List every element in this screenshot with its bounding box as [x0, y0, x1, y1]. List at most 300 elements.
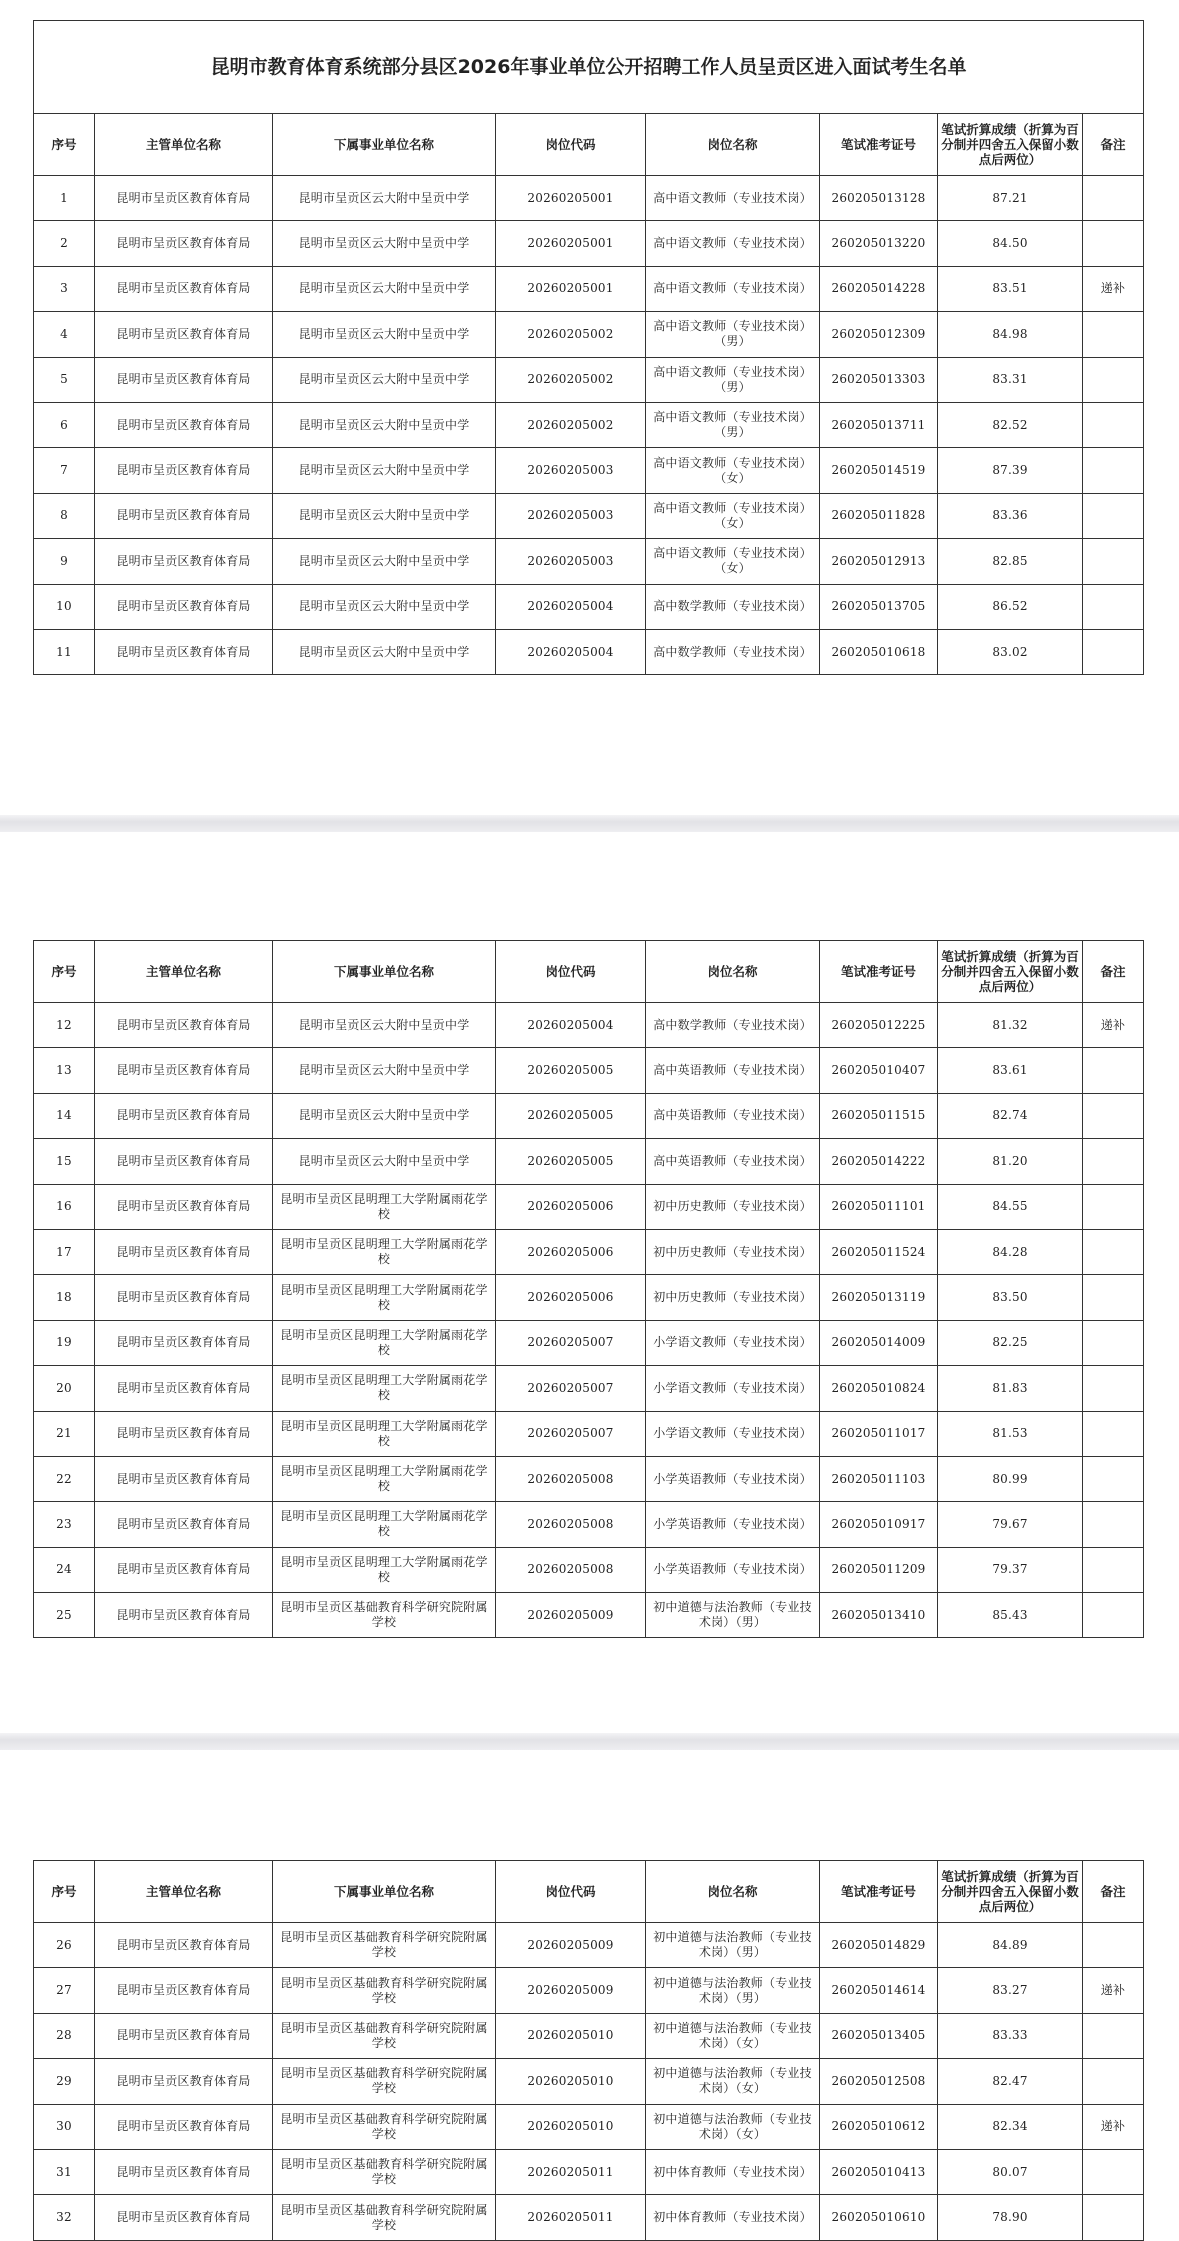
cell-position-name: 初中历史教师（专业技术岗） — [646, 1184, 820, 1229]
cell-remark — [1083, 1139, 1144, 1184]
cell-position-name: 高中数学教师（专业技术岗） — [646, 629, 820, 674]
cell-exam-ticket-number: 260205013128 — [820, 176, 938, 221]
cell-position-name: 高中语文教师（专业技术岗） — [646, 266, 820, 311]
header-position-code: 岗位代码 — [496, 114, 646, 176]
cell-subordinate-unit: 昆明市呈贡区基础教育科学研究院附属学校 — [273, 2195, 496, 2240]
cell-exam-ticket-number: 260205012309 — [820, 312, 938, 357]
cell-exam-score: 83.36 — [938, 493, 1083, 538]
table-row — [34, 1502, 1144, 1547]
cell-position-code: 20260205010 — [496, 2059, 646, 2104]
cell-exam-score: 82.34 — [938, 2104, 1083, 2149]
cell-position-code: 20260205007 — [496, 1366, 646, 1411]
cell-row-index: 2 — [34, 221, 95, 266]
cell-row-index: 20 — [34, 1366, 95, 1411]
cell-position-code: 20260205008 — [496, 1502, 646, 1547]
cell-supervisor-unit: 昆明市呈贡区教育体育局 — [95, 2149, 273, 2194]
cell-supervisor-unit: 昆明市呈贡区教育体育局 — [95, 1923, 273, 1968]
cell-exam-ticket-number: 260205011515 — [820, 1093, 938, 1138]
cell-row-index: 6 — [34, 402, 95, 447]
cell-subordinate-unit: 昆明市呈贡区基础教育科学研究院附属学校 — [273, 2149, 496, 2194]
cell-supervisor-unit: 昆明市呈贡区教育体育局 — [95, 1003, 273, 1048]
cell-remark — [1083, 176, 1144, 221]
cell-remark — [1083, 1456, 1144, 1501]
table-row — [34, 266, 1144, 311]
cell-exam-ticket-number: 260205010824 — [820, 1366, 938, 1411]
cell-exam-score: 83.33 — [938, 2013, 1083, 2058]
cell-position-name: 初中道德与法治教师（专业技术岗）（男） — [646, 1593, 820, 1638]
cell-position-code: 20260205001 — [496, 176, 646, 221]
table-row — [34, 1139, 1144, 1184]
cell-exam-score: 81.32 — [938, 1003, 1083, 1048]
cell-exam-score: 84.28 — [938, 1229, 1083, 1274]
header-position-code: 岗位代码 — [496, 1861, 646, 1923]
cell-supervisor-unit: 昆明市呈贡区教育体育局 — [95, 1411, 273, 1456]
cell-position-code: 20260205006 — [496, 1275, 646, 1320]
cell-exam-score: 79.37 — [938, 1547, 1083, 1592]
cell-exam-score: 84.55 — [938, 1184, 1083, 1229]
cell-position-code: 20260205003 — [496, 493, 646, 538]
cell-remark — [1083, 1366, 1144, 1411]
cell-exam-ticket-number: 260205011017 — [820, 1411, 938, 1456]
header-subordinate-unit: 下属事业单位名称 — [273, 114, 496, 176]
header-exam-score: 笔试折算成绩（折算为百分制并四舍五入保留小数点后两位） — [938, 1861, 1083, 1923]
table-row — [34, 629, 1144, 674]
cell-exam-score: 83.50 — [938, 1275, 1083, 1320]
cell-subordinate-unit: 昆明市呈贡区云大附中呈贡中学 — [273, 448, 496, 493]
cell-exam-score: 84.98 — [938, 312, 1083, 357]
cell-position-code: 20260205002 — [496, 357, 646, 402]
cell-supervisor-unit: 昆明市呈贡区教育体育局 — [95, 176, 273, 221]
cell-supervisor-unit: 昆明市呈贡区教育体育局 — [95, 1366, 273, 1411]
cell-remark — [1083, 539, 1144, 584]
cell-subordinate-unit: 昆明市呈贡区基础教育科学研究院附属学校 — [273, 2104, 496, 2149]
cell-exam-ticket-number: 260205011828 — [820, 493, 938, 538]
cell-exam-ticket-number: 260205011101 — [820, 1184, 938, 1229]
cell-subordinate-unit: 昆明市呈贡区基础教育科学研究院附属学校 — [273, 1968, 496, 2013]
header-subordinate-unit: 下属事业单位名称 — [273, 1861, 496, 1923]
cell-position-code: 20260205010 — [496, 2013, 646, 2058]
cell-position-name: 高中数学教师（专业技术岗） — [646, 584, 820, 629]
cell-exam-ticket-number: 260205012913 — [820, 539, 938, 584]
cell-subordinate-unit: 昆明市呈贡区基础教育科学研究院附属学校 — [273, 1593, 496, 1638]
cell-row-index: 22 — [34, 1456, 95, 1501]
table-row — [34, 1547, 1144, 1592]
cell-subordinate-unit: 昆明市呈贡区昆明理工大学附属雨花学校 — [273, 1502, 496, 1547]
cell-subordinate-unit: 昆明市呈贡区昆明理工大学附属雨花学校 — [273, 1411, 496, 1456]
header-supervisor-unit: 主管单位名称 — [95, 1861, 273, 1923]
header-row — [34, 1861, 1144, 1923]
cell-position-name: 高中英语教师（专业技术岗） — [646, 1139, 820, 1184]
cell-row-index: 23 — [34, 1502, 95, 1547]
cell-position-name: 高中语文教师（专业技术岗）（女） — [646, 448, 820, 493]
cell-subordinate-unit: 昆明市呈贡区云大附中呈贡中学 — [273, 1003, 496, 1048]
cell-supervisor-unit: 昆明市呈贡区教育体育局 — [95, 1139, 273, 1184]
cell-position-name: 初中道德与法治教师（专业技术岗）（男） — [646, 1923, 820, 1968]
header-row — [34, 941, 1144, 1003]
cell-exam-ticket-number: 260205013711 — [820, 402, 938, 447]
cell-position-name: 高中语文教师（专业技术岗）（女） — [646, 493, 820, 538]
header-exam-score: 笔试折算成绩（折算为百分制并四舍五入保留小数点后两位） — [938, 114, 1083, 176]
document-title: 昆明市教育体育系统部分县区2026年事业单位公开招聘工作人员呈贡区进入面试考生名单 — [34, 21, 1144, 114]
cell-row-index: 29 — [34, 2059, 95, 2104]
cell-supervisor-unit: 昆明市呈贡区教育体育局 — [95, 584, 273, 629]
table-row — [34, 2195, 1144, 2240]
cell-supervisor-unit: 昆明市呈贡区教育体育局 — [95, 1547, 273, 1592]
cell-supervisor-unit: 昆明市呈贡区教育体育局 — [95, 1229, 273, 1274]
cell-supervisor-unit: 昆明市呈贡区教育体育局 — [95, 1320, 273, 1365]
cell-position-name: 初中道德与法治教师（专业技术岗）（女） — [646, 2104, 820, 2149]
cell-subordinate-unit: 昆明市呈贡区云大附中呈贡中学 — [273, 1093, 496, 1138]
cell-row-index: 1 — [34, 176, 95, 221]
cell-exam-ticket-number: 260205010612 — [820, 2104, 938, 2149]
cell-exam-ticket-number: 260205014614 — [820, 1968, 938, 2013]
cell-supervisor-unit: 昆明市呈贡区教育体育局 — [95, 1048, 273, 1093]
cell-supervisor-unit: 昆明市呈贡区教育体育局 — [95, 448, 273, 493]
cell-position-code: 20260205003 — [496, 539, 646, 584]
cell-position-name: 初中体育教师（专业技术岗） — [646, 2195, 820, 2240]
cell-supervisor-unit: 昆明市呈贡区教育体育局 — [95, 539, 273, 584]
cell-subordinate-unit: 昆明市呈贡区云大附中呈贡中学 — [273, 357, 496, 402]
cell-row-index: 14 — [34, 1093, 95, 1138]
cell-remark — [1083, 357, 1144, 402]
cell-position-code: 20260205009 — [496, 1593, 646, 1638]
cell-position-name: 小学英语教师（专业技术岗） — [646, 1502, 820, 1547]
cell-supervisor-unit: 昆明市呈贡区教育体育局 — [95, 1093, 273, 1138]
cell-exam-score: 80.99 — [938, 1456, 1083, 1501]
cell-row-index: 21 — [34, 1411, 95, 1456]
cell-position-code: 20260205004 — [496, 629, 646, 674]
cell-position-name: 小学语文教师（专业技术岗） — [646, 1320, 820, 1365]
table-row — [34, 493, 1144, 538]
table-row — [34, 402, 1144, 447]
cell-supervisor-unit: 昆明市呈贡区教育体育局 — [95, 2013, 273, 2058]
cell-row-index: 16 — [34, 1184, 95, 1229]
header-exam-ticket-number: 笔试准考证号 — [820, 941, 938, 1003]
cell-subordinate-unit: 昆明市呈贡区昆明理工大学附属雨花学校 — [273, 1456, 496, 1501]
cell-position-name: 高中数学教师（专业技术岗） — [646, 1003, 820, 1048]
cell-position-name: 高中语文教师（专业技术岗）（男） — [646, 357, 820, 402]
cell-subordinate-unit: 昆明市呈贡区云大附中呈贡中学 — [273, 493, 496, 538]
cell-position-name: 高中英语教师（专业技术岗） — [646, 1093, 820, 1138]
table-row — [34, 2149, 1144, 2194]
cell-position-name: 初中体育教师（专业技术岗） — [646, 2149, 820, 2194]
cell-exam-ticket-number: 260205013119 — [820, 1275, 938, 1320]
cell-remark — [1083, 1229, 1144, 1274]
table-row — [34, 1320, 1144, 1365]
cell-exam-score: 83.51 — [938, 266, 1083, 311]
cell-position-name: 初中历史教师（专业技术岗） — [646, 1229, 820, 1274]
cell-row-index: 31 — [34, 2149, 95, 2194]
cell-remark — [1083, 1320, 1144, 1365]
header-supervisor-unit: 主管单位名称 — [95, 114, 273, 176]
header-exam-ticket-number: 笔试准考证号 — [820, 1861, 938, 1923]
header-exam-ticket-number: 笔试准考证号 — [820, 114, 938, 176]
cell-subordinate-unit: 昆明市呈贡区昆明理工大学附属雨花学校 — [273, 1547, 496, 1592]
cell-supervisor-unit: 昆明市呈贡区教育体育局 — [95, 1593, 273, 1638]
cell-position-name: 高中语文教师（专业技术岗）（男） — [646, 312, 820, 357]
cell-subordinate-unit: 昆明市呈贡区云大附中呈贡中学 — [273, 1139, 496, 1184]
cell-subordinate-unit: 昆明市呈贡区昆明理工大学附属雨花学校 — [273, 1229, 496, 1274]
cell-exam-ticket-number: 260205012225 — [820, 1003, 938, 1048]
cell-position-name: 小学语文教师（专业技术岗） — [646, 1366, 820, 1411]
header-remark: 备注 — [1083, 114, 1144, 176]
cell-exam-score: 80.07 — [938, 2149, 1083, 2194]
cell-position-code: 20260205011 — [496, 2195, 646, 2240]
cell-exam-score: 84.89 — [938, 1923, 1083, 1968]
cell-row-index: 12 — [34, 1003, 95, 1048]
cell-position-code: 20260205003 — [496, 448, 646, 493]
cell-exam-ticket-number: 260205014228 — [820, 266, 938, 311]
table-row — [34, 584, 1144, 629]
table-row — [34, 539, 1144, 584]
cell-subordinate-unit: 昆明市呈贡区昆明理工大学附属雨花学校 — [273, 1366, 496, 1411]
header-supervisor-unit: 主管单位名称 — [95, 941, 273, 1003]
cell-supervisor-unit: 昆明市呈贡区教育体育局 — [95, 1456, 273, 1501]
header-exam-score: 笔试折算成绩（折算为百分制并四舍五入保留小数点后两位） — [938, 941, 1083, 1003]
cell-subordinate-unit: 昆明市呈贡区基础教育科学研究院附属学校 — [273, 1923, 496, 1968]
cell-row-index: 25 — [34, 1593, 95, 1638]
table-row — [34, 312, 1144, 357]
cell-exam-score: 83.31 — [938, 357, 1083, 402]
cell-exam-score: 78.90 — [938, 2195, 1083, 2240]
cell-exam-score: 87.21 — [938, 176, 1083, 221]
cell-exam-ticket-number: 260205013705 — [820, 584, 938, 629]
cell-exam-score: 83.27 — [938, 1968, 1083, 2013]
cell-row-index: 30 — [34, 2104, 95, 2149]
cell-position-code: 20260205006 — [496, 1184, 646, 1229]
cell-exam-ticket-number: 260205010618 — [820, 629, 938, 674]
table-row — [34, 1048, 1144, 1093]
cell-exam-score: 79.67 — [938, 1502, 1083, 1547]
table-row — [34, 1229, 1144, 1274]
cell-exam-score: 85.43 — [938, 1593, 1083, 1638]
cell-remark — [1083, 448, 1144, 493]
cell-subordinate-unit: 昆明市呈贡区云大附中呈贡中学 — [273, 312, 496, 357]
header-position-name: 岗位名称 — [646, 114, 820, 176]
cell-exam-ticket-number: 260205010917 — [820, 1502, 938, 1547]
cell-remark: 递补 — [1083, 1968, 1144, 2013]
cell-exam-ticket-number: 260205014519 — [820, 448, 938, 493]
cell-position-name: 高中英语教师（专业技术岗） — [646, 1048, 820, 1093]
cell-remark — [1083, 1502, 1144, 1547]
cell-position-code: 20260205001 — [496, 266, 646, 311]
cell-exam-score: 82.52 — [938, 402, 1083, 447]
table-row — [34, 2059, 1144, 2104]
cell-remark — [1083, 312, 1144, 357]
table-row — [34, 448, 1144, 493]
cell-row-index: 7 — [34, 448, 95, 493]
table-row — [34, 2104, 1144, 2149]
cell-exam-ticket-number: 260205010413 — [820, 2149, 938, 2194]
cell-supervisor-unit: 昆明市呈贡区教育体育局 — [95, 1184, 273, 1229]
cell-supervisor-unit: 昆明市呈贡区教育体育局 — [95, 221, 273, 266]
cell-subordinate-unit: 昆明市呈贡区云大附中呈贡中学 — [273, 539, 496, 584]
page-separator — [0, 1733, 1179, 1750]
cell-position-name: 高中语文教师（专业技术岗） — [646, 221, 820, 266]
header-subordinate-unit: 下属事业单位名称 — [273, 941, 496, 1003]
cell-exam-ticket-number: 260205013303 — [820, 357, 938, 402]
cell-remark — [1083, 1411, 1144, 1456]
cell-position-code: 20260205002 — [496, 312, 646, 357]
cell-position-code: 20260205009 — [496, 1968, 646, 2013]
cell-row-index: 19 — [34, 1320, 95, 1365]
cell-exam-ticket-number: 260205013220 — [820, 221, 938, 266]
cell-supervisor-unit: 昆明市呈贡区教育体育局 — [95, 1275, 273, 1320]
cell-exam-score: 82.25 — [938, 1320, 1083, 1365]
header-remark: 备注 — [1083, 941, 1144, 1003]
cell-supervisor-unit: 昆明市呈贡区教育体育局 — [95, 312, 273, 357]
cell-remark — [1083, 2059, 1144, 2104]
cell-position-name: 初中道德与法治教师（专业技术岗）（男） — [646, 1968, 820, 2013]
cell-row-index: 8 — [34, 493, 95, 538]
cell-supervisor-unit: 昆明市呈贡区教育体育局 — [95, 266, 273, 311]
cell-position-name: 小学英语教师（专业技术岗） — [646, 1547, 820, 1592]
cell-exam-ticket-number: 260205014009 — [820, 1320, 938, 1365]
cell-exam-score: 84.50 — [938, 221, 1083, 266]
cell-remark — [1083, 493, 1144, 538]
table-row — [34, 2013, 1144, 2058]
header-row — [34, 114, 1144, 176]
cell-exam-ticket-number: 260205011209 — [820, 1547, 938, 1592]
cell-remark — [1083, 402, 1144, 447]
cell-position-code: 20260205004 — [496, 584, 646, 629]
roster-table — [33, 940, 1144, 1638]
header-position-code: 岗位代码 — [496, 941, 646, 1003]
cell-exam-ticket-number: 260205014829 — [820, 1923, 938, 1968]
table-row — [34, 1184, 1144, 1229]
cell-position-code: 20260205008 — [496, 1456, 646, 1501]
cell-row-index: 15 — [34, 1139, 95, 1184]
table-row — [34, 357, 1144, 402]
cell-position-code: 20260205002 — [496, 402, 646, 447]
cell-subordinate-unit: 昆明市呈贡区云大附中呈贡中学 — [273, 629, 496, 674]
cell-position-code: 20260205010 — [496, 2104, 646, 2149]
cell-subordinate-unit: 昆明市呈贡区云大附中呈贡中学 — [273, 176, 496, 221]
cell-subordinate-unit: 昆明市呈贡区基础教育科学研究院附属学校 — [273, 2013, 496, 2058]
cell-exam-score: 81.53 — [938, 1411, 1083, 1456]
roster-table — [33, 20, 1144, 675]
cell-subordinate-unit: 昆明市呈贡区云大附中呈贡中学 — [273, 402, 496, 447]
cell-remark — [1083, 2149, 1144, 2194]
table-row — [34, 221, 1144, 266]
cell-position-name: 小学英语教师（专业技术岗） — [646, 1456, 820, 1501]
cell-remark: 递补 — [1083, 2104, 1144, 2149]
table-row — [34, 1366, 1144, 1411]
table-row — [34, 1923, 1144, 1968]
cell-exam-score: 81.20 — [938, 1139, 1083, 1184]
cell-exam-ticket-number: 260205012508 — [820, 2059, 938, 2104]
header-position-name: 岗位名称 — [646, 941, 820, 1003]
cell-remark — [1083, 221, 1144, 266]
cell-supervisor-unit: 昆明市呈贡区教育体育局 — [95, 1968, 273, 2013]
cell-remark — [1083, 584, 1144, 629]
cell-position-code: 20260205007 — [496, 1411, 646, 1456]
cell-row-index: 4 — [34, 312, 95, 357]
cell-remark: 递补 — [1083, 266, 1144, 311]
cell-remark — [1083, 1547, 1144, 1592]
cell-position-code: 20260205005 — [496, 1093, 646, 1138]
cell-exam-ticket-number: 260205011103 — [820, 1456, 938, 1501]
cell-subordinate-unit: 昆明市呈贡区云大附中呈贡中学 — [273, 584, 496, 629]
cell-exam-ticket-number: 260205010610 — [820, 2195, 938, 2240]
cell-position-code: 20260205005 — [496, 1139, 646, 1184]
cell-exam-score: 82.47 — [938, 2059, 1083, 2104]
cell-subordinate-unit: 昆明市呈贡区昆明理工大学附属雨花学校 — [273, 1275, 496, 1320]
cell-supervisor-unit: 昆明市呈贡区教育体育局 — [95, 402, 273, 447]
cell-row-index: 10 — [34, 584, 95, 629]
cell-remark — [1083, 2195, 1144, 2240]
table-row — [34, 1093, 1144, 1138]
cell-position-name: 初中历史教师（专业技术岗） — [646, 1275, 820, 1320]
table-row — [34, 1593, 1144, 1638]
table-row — [34, 1275, 1144, 1320]
cell-remark — [1083, 1093, 1144, 1138]
cell-subordinate-unit: 昆明市呈贡区昆明理工大学附属雨花学校 — [273, 1184, 496, 1229]
cell-exam-ticket-number: 260205011524 — [820, 1229, 938, 1274]
cell-exam-ticket-number: 260205013405 — [820, 2013, 938, 2058]
cell-position-code: 20260205001 — [496, 221, 646, 266]
cell-position-code: 20260205011 — [496, 2149, 646, 2194]
cell-exam-score: 83.61 — [938, 1048, 1083, 1093]
cell-position-name: 初中道德与法治教师（专业技术岗）（女） — [646, 2059, 820, 2104]
cell-row-index: 28 — [34, 2013, 95, 2058]
cell-position-code: 20260205006 — [496, 1229, 646, 1274]
header-row-index: 序号 — [34, 1861, 95, 1923]
cell-supervisor-unit: 昆明市呈贡区教育体育局 — [95, 493, 273, 538]
roster-table — [33, 1860, 1144, 2241]
cell-subordinate-unit: 昆明市呈贡区云大附中呈贡中学 — [273, 266, 496, 311]
cell-position-code: 20260205009 — [496, 1923, 646, 1968]
header-row-index: 序号 — [34, 114, 95, 176]
header-row-index: 序号 — [34, 941, 95, 1003]
cell-subordinate-unit: 昆明市呈贡区基础教育科学研究院附属学校 — [273, 2059, 496, 2104]
cell-remark — [1083, 2013, 1144, 2058]
cell-remark: 递补 — [1083, 1003, 1144, 1048]
cell-row-index: 11 — [34, 629, 95, 674]
cell-remark — [1083, 1184, 1144, 1229]
cell-remark — [1083, 1593, 1144, 1638]
cell-supervisor-unit: 昆明市呈贡区教育体育局 — [95, 357, 273, 402]
cell-supervisor-unit: 昆明市呈贡区教育体育局 — [95, 2195, 273, 2240]
cell-subordinate-unit: 昆明市呈贡区云大附中呈贡中学 — [273, 1048, 496, 1093]
table-row — [34, 176, 1144, 221]
cell-position-name: 初中道德与法治教师（专业技术岗）（女） — [646, 2013, 820, 2058]
cell-position-code: 20260205008 — [496, 1547, 646, 1592]
cell-row-index: 24 — [34, 1547, 95, 1592]
cell-exam-score: 81.83 — [938, 1366, 1083, 1411]
header-remark: 备注 — [1083, 1861, 1144, 1923]
cell-supervisor-unit: 昆明市呈贡区教育体育局 — [95, 629, 273, 674]
cell-supervisor-unit: 昆明市呈贡区教育体育局 — [95, 1502, 273, 1547]
cell-exam-score: 82.85 — [938, 539, 1083, 584]
cell-remark — [1083, 1275, 1144, 1320]
table-row — [34, 1003, 1144, 1048]
cell-remark — [1083, 629, 1144, 674]
cell-supervisor-unit: 昆明市呈贡区教育体育局 — [95, 2104, 273, 2149]
cell-exam-ticket-number: 260205010407 — [820, 1048, 938, 1093]
cell-row-index: 9 — [34, 539, 95, 584]
cell-row-index: 17 — [34, 1229, 95, 1274]
cell-subordinate-unit: 昆明市呈贡区云大附中呈贡中学 — [273, 221, 496, 266]
cell-remark — [1083, 1923, 1144, 1968]
cell-exam-score: 83.02 — [938, 629, 1083, 674]
page-separator — [0, 815, 1179, 832]
cell-exam-score: 86.52 — [938, 584, 1083, 629]
table-row — [34, 1968, 1144, 2013]
table-row — [34, 1456, 1144, 1501]
cell-row-index: 27 — [34, 1968, 95, 2013]
cell-row-index: 32 — [34, 2195, 95, 2240]
